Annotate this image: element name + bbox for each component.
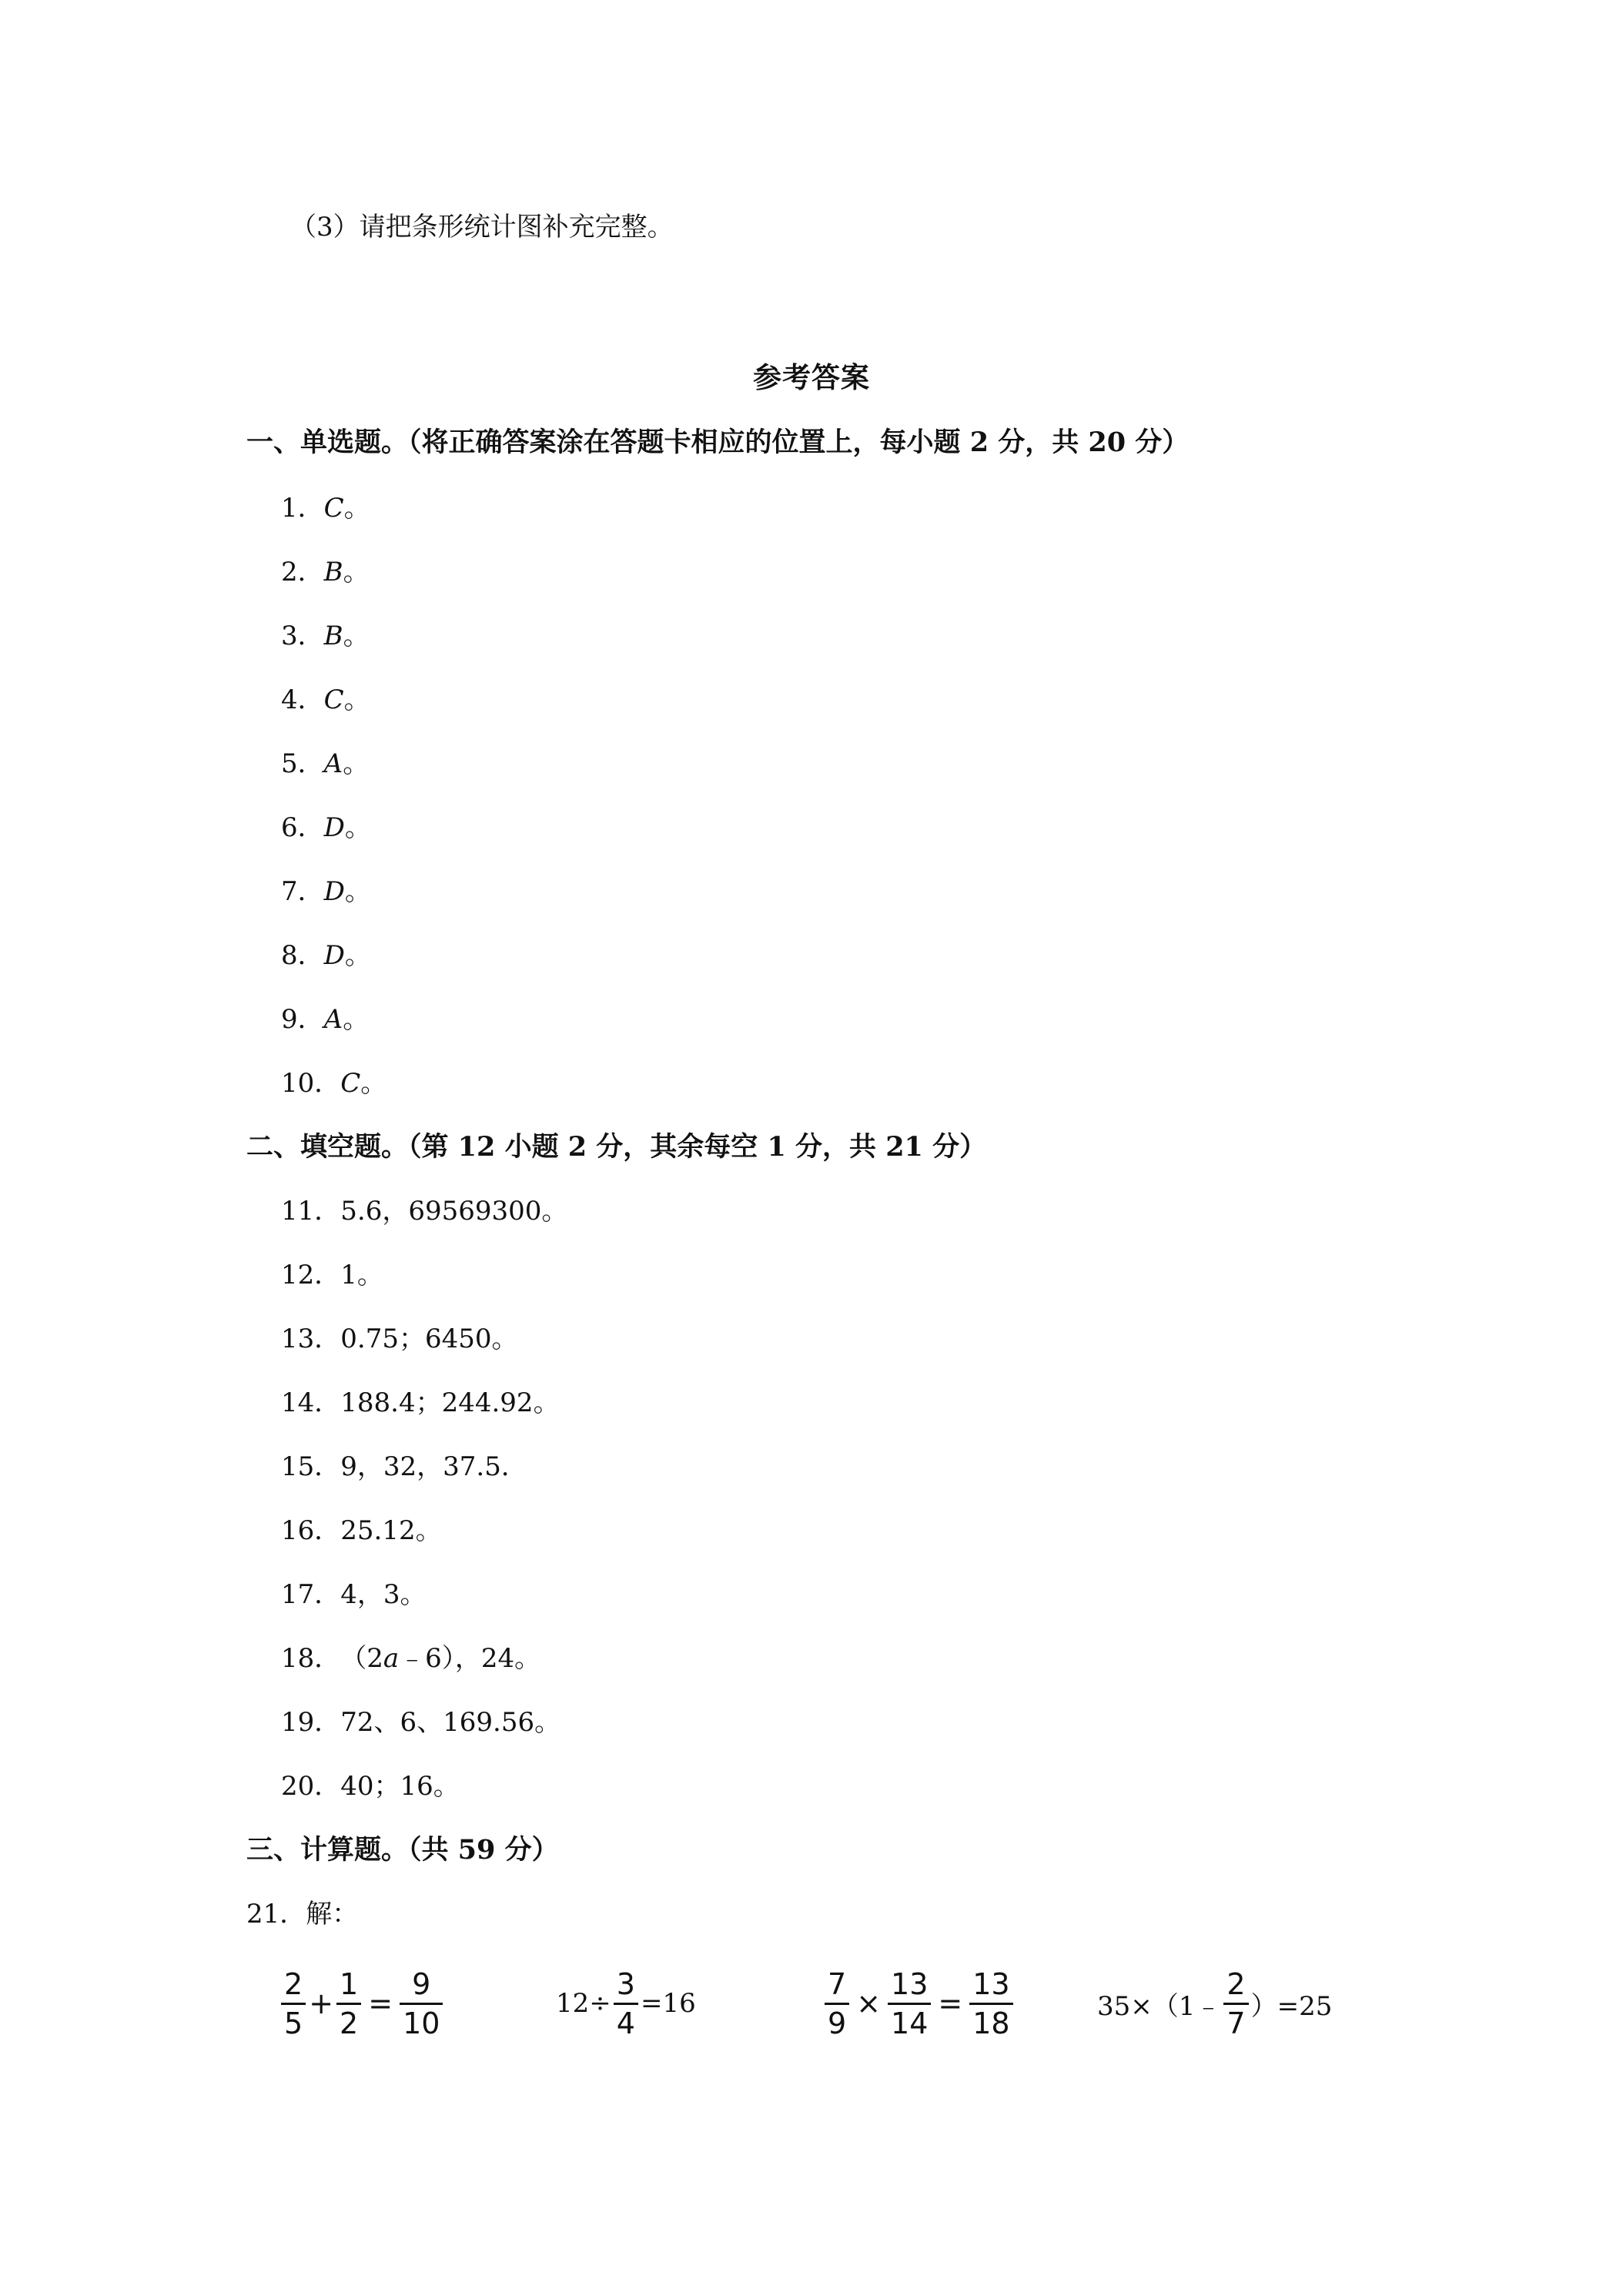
answer-letter: B: [323, 621, 343, 651]
answer-item-2: [281, 557, 370, 587]
answer-letter: C: [323, 684, 344, 715]
fraction-bar: [825, 2003, 849, 2005]
item-number: 4．: [281, 684, 324, 715]
item-number: 5．: [281, 748, 324, 779]
fraction-bar: [400, 2003, 443, 2005]
denominator: 5: [284, 2006, 303, 2040]
fraction-bar: [1223, 2003, 1248, 2005]
formula-tail: =16: [640, 1988, 696, 2019]
formula-1: [279, 1957, 445, 2050]
denominator: 10: [403, 2006, 440, 2040]
fraction-bar: [336, 2003, 361, 2005]
numerator: 13: [891, 1966, 929, 2001]
item-number: 19．: [281, 1707, 341, 1738]
item-number: 15．: [281, 1451, 341, 1482]
answer-item-17: [281, 1579, 427, 1610]
answer-suffix: 。: [344, 876, 371, 907]
item-number: 18．: [281, 1643, 341, 1674]
answer-suffix: 。: [343, 684, 370, 715]
answer-suffix: 。: [343, 493, 370, 524]
numerator: 2: [1226, 1966, 1246, 2001]
denominator: 2: [340, 2006, 359, 2040]
fraction-result: [400, 1967, 443, 2040]
answer-text: 9，32，37.5．: [340, 1451, 527, 1482]
answer-text: 1。: [340, 1260, 383, 1290]
formula-row: [0, 1957, 1623, 2050]
answer-suffix: 。: [360, 1068, 387, 1099]
intro-question: （3）请把条形统计图补充完整。: [290, 212, 674, 243]
numerator: 13: [972, 1966, 1010, 2001]
times-operator: ×: [856, 1986, 882, 2020]
answer-item-14: [281, 1387, 560, 1418]
equals-sign: =: [938, 1986, 963, 2020]
answer-item-15: [281, 1451, 527, 1482]
item-number: 10．: [281, 1068, 341, 1099]
fraction-bar: [888, 2003, 931, 2005]
answer-text: 188.4；244.92。: [340, 1387, 560, 1418]
answer-item-10: [281, 1068, 387, 1099]
answer-text: 0.75；6450。: [340, 1324, 518, 1354]
variable-a: a: [383, 1643, 400, 1674]
numerator: 2: [284, 1966, 303, 2001]
denominator: 18: [972, 2006, 1010, 2040]
equals-sign: =: [368, 1986, 393, 2020]
answer-item-20: [281, 1771, 460, 1802]
formula-4: [1097, 1957, 1332, 2050]
answer-letter: A: [323, 748, 343, 779]
denominator: 9: [828, 2006, 847, 2040]
fraction: [336, 1967, 361, 2040]
answer-item-8: [281, 940, 371, 971]
answer-text: 72、6、169.56。: [340, 1707, 561, 1738]
formula-3: [822, 1957, 1016, 2050]
solution-label: 21．解：: [246, 1899, 359, 1930]
item-number: 7．: [281, 876, 324, 907]
answer-item-11: [281, 1196, 567, 1227]
answer-suffix: 。: [344, 812, 371, 843]
item-number: 13．: [281, 1324, 341, 1354]
answer-letter: A: [323, 1004, 343, 1035]
answer-letter: D: [323, 940, 345, 971]
answer-item-13: [281, 1324, 518, 1354]
formula-lead: 35×（1﹣: [1097, 1990, 1222, 2022]
answer-suffix: 。: [343, 621, 370, 651]
item-number: 14．: [281, 1387, 341, 1418]
answer-item-19: [281, 1707, 561, 1738]
answer-text: 40；16。: [340, 1771, 460, 1802]
item-number: 12．: [281, 1260, 341, 1290]
item-number: 2．: [281, 557, 324, 587]
answer-text: 5.6，69569300。: [340, 1196, 568, 1227]
answer-suffix: 。: [344, 940, 371, 971]
denominator: 7: [1226, 2006, 1246, 2040]
numerator: 1: [340, 1966, 359, 2001]
answer-item-1: [281, 493, 370, 524]
answer-item-7: [281, 876, 371, 907]
answer-key-title: 参考答案: [753, 360, 870, 394]
answer-item-4: [281, 684, 370, 715]
answer-letter: C: [340, 1068, 361, 1099]
answer-letter: D: [323, 812, 345, 843]
answer-suffix: 。: [343, 748, 370, 779]
formula-2: [556, 1957, 696, 2050]
item-number: 16．: [281, 1515, 341, 1546]
item-number: 20．: [281, 1771, 341, 1802]
section-calculation-heading: 三、计算题。（共 59 分）: [246, 1834, 559, 1866]
answer-item-12: [281, 1260, 383, 1290]
numerator: 7: [828, 1966, 847, 2001]
fraction-bar: [281, 2003, 306, 2005]
item-number: 8．: [281, 940, 324, 971]
answer-item-9: [281, 1004, 369, 1035]
answer-item-18: [281, 1643, 540, 1674]
denominator: 14: [891, 2006, 929, 2040]
section-single-choice-heading: 一、单选题。（将正确答案涂在答题卡相应的位置上，每小题 2 分，共 20 分）: [246, 427, 1190, 458]
answer-text: 4，3。: [340, 1579, 427, 1610]
section-fill-blank-heading: 二、填空题。（第 12 小题 2 分，其余每空 1 分，共 21 分）: [246, 1131, 987, 1163]
answer-letter: D: [323, 876, 345, 907]
answer-text-post: ﹣6），24。: [399, 1643, 541, 1674]
fraction-result: [969, 1967, 1012, 2040]
item-number: 3．: [281, 621, 324, 651]
numerator: 3: [616, 1966, 635, 2001]
fraction-bar: [614, 2003, 638, 2005]
answer-text-pre: （2: [340, 1643, 383, 1674]
item-number: 9．: [281, 1004, 324, 1035]
answer-item-16: [281, 1515, 442, 1546]
answer-text: 25.12。: [340, 1515, 442, 1546]
item-number: 1．: [281, 493, 324, 524]
item-number: 11．: [281, 1196, 341, 1227]
formula-tail: ）=25: [1250, 1990, 1333, 2022]
answer-item-5: [281, 748, 369, 779]
numerator: 9: [412, 1966, 431, 2001]
fraction: [1223, 1967, 1248, 2040]
item-number: 17．: [281, 1579, 341, 1610]
item-number: 6．: [281, 812, 324, 843]
fraction: [281, 1967, 306, 2040]
answer-item-6: [281, 812, 371, 843]
plus-operator: +: [309, 1986, 334, 2020]
answer-letter: B: [323, 557, 343, 587]
answer-suffix: 。: [343, 557, 370, 587]
fraction: [888, 1967, 931, 2040]
answer-suffix: 。: [343, 1004, 370, 1035]
fraction: [825, 1967, 849, 2040]
fraction: [614, 1967, 638, 2040]
answer-letter: C: [323, 493, 344, 524]
fraction-bar: [969, 2003, 1012, 2005]
formula-lead: 12÷: [556, 1988, 611, 2019]
denominator: 4: [616, 2006, 635, 2040]
answer-item-3: [281, 621, 370, 651]
